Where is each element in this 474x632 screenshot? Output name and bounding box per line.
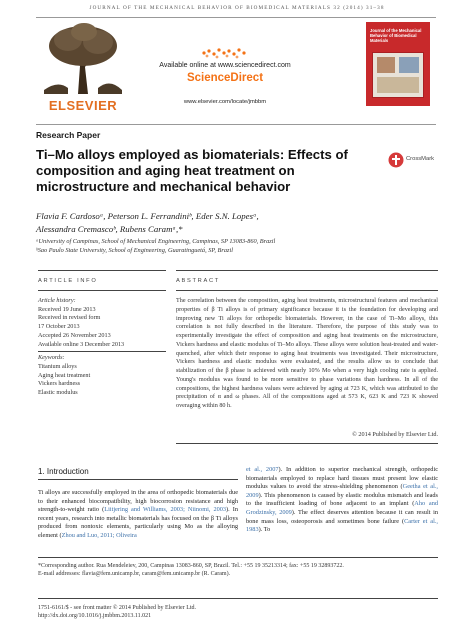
divider xyxy=(176,290,438,291)
body-text: ). In addition to superior mechanical strength, orthopedic biomaterials employed to replace hard tissues must present low elastic modulus values to avoid the stress-shielding phenomenon ( xyxy=(246,466,439,491)
body-text: ). The effect deserves attention because it can result in bone mass loss, osteoporosis and sometimes bone failure ( xyxy=(246,508,438,525)
citation-link[interactable]: Liitjering and Williams, 2003; Niinomi, 2003 xyxy=(104,506,227,514)
history-item: Received 19 June 2013 xyxy=(38,305,96,313)
body-text: ). To xyxy=(258,526,271,534)
intro-left-column xyxy=(38,489,238,541)
body-text: ). This phenomenon is caused by elastic modulus mismatch and leads to the insufficient loading of bone adjacent to an implant ( xyxy=(246,491,438,508)
doi-link[interactable]: http://dx.doi.org/10.1016/j.jmbbm.2013.11.021 xyxy=(38,613,152,620)
article-info-header: ARTICLE INFO xyxy=(38,278,98,284)
publication-footer xyxy=(38,604,438,621)
citation-link[interactable]: Carter et al., 1983 xyxy=(246,517,438,534)
divider xyxy=(38,479,238,480)
keyword: Vickers hardness xyxy=(38,380,81,388)
history-item: Received in revised form xyxy=(38,314,101,322)
author-line: Alessandra Cremascoᵇ, Rubens Caramᵃ,* xyxy=(36,223,183,234)
keyword: Aging heat treatment xyxy=(38,371,91,379)
cover-title: Journal of the Mechanical Behavior of Biomedical Materials xyxy=(370,28,422,43)
author-line: Flavia F. Cardosoᵃ, Peterson L. Ferrandiniᵇ, Eder S.N. Lopesᵃ, xyxy=(36,211,259,221)
divider xyxy=(38,290,166,291)
publisher-name: ELSEVIER xyxy=(48,98,118,113)
section-heading: 1. Introduction xyxy=(38,467,89,476)
divider xyxy=(176,443,438,444)
journal-cover xyxy=(366,22,430,106)
journal-homepage[interactable]: www.elsevier.com/locate/jmbbm xyxy=(183,99,267,105)
corresponding-author-note: *Corresponding author. Rua Mendeleiev, 200, Campinas 13083-860, SP, Brazil. Tel.: +55 19 35213314; fax: +55 19 32893722. xyxy=(38,563,344,569)
keywords-label: Keywords: xyxy=(38,354,65,362)
cover-image xyxy=(372,52,424,98)
email-note: E-mail addresses: flavia@fem.unicamp.br, caram@fem.unicamp.br (R. Caram). xyxy=(38,571,231,578)
author-list xyxy=(36,210,436,235)
history-label: Article history: xyxy=(38,297,76,304)
tree-logo-icon xyxy=(38,22,128,96)
crossmark-label: CrossMark xyxy=(406,156,435,162)
issn-line: 1751-6161/$ - see front matter © 2014 Published by Elsevier Ltd. xyxy=(38,605,197,611)
body-text: Ti alloys are successfully employed in the area of orthopedic biomaterials due to their enhanced biocompatibility, high biocorrosion resistance and high strength-to-weight ratio ( xyxy=(38,489,238,514)
crossmark-badge[interactable] xyxy=(388,150,438,170)
citation-link[interactable]: et al., 2007 xyxy=(246,466,279,473)
platform-name: ScienceDirect xyxy=(186,72,264,84)
crossmark-icon xyxy=(388,152,404,168)
abstract-header: ABSTRACT xyxy=(176,278,220,284)
divider xyxy=(38,351,166,352)
sciencedirect-logo-icon xyxy=(196,46,254,60)
divider xyxy=(38,598,438,599)
citation-link[interactable]: Geetha et al., 2009 xyxy=(246,483,439,499)
keyword: Elastic modulus xyxy=(38,389,78,397)
article-type: Research Paper xyxy=(36,130,101,140)
history-item: Accepted 26 November 2013 xyxy=(38,331,111,339)
divider xyxy=(38,270,166,271)
affiliation-a: ᵃUniversity of Campinas, School of Mechanical Engineering, Campinas, SP 13083-860, Brazil xyxy=(36,238,276,245)
footnotes xyxy=(38,562,438,579)
keyword: Titanium alloys xyxy=(38,362,77,370)
history-item: Available online 3 December 2013 xyxy=(38,340,125,348)
article-title: Ti–Mo alloys employed as biomaterials: Effects of composition and aging heat treatment on microstructure and mechanical behavior xyxy=(36,147,348,195)
body-text: ). In recent years, research into metallic biomaterials has focused on the β Ti alloys produced from nontoxic elements, particularly using Mo as the alloying element ( xyxy=(38,506,238,539)
citation-link[interactable]: Zhou and Luo, 2011; Oliveira xyxy=(61,531,137,539)
article-info xyxy=(38,297,166,398)
affiliations xyxy=(36,238,436,256)
citation-link[interactable]: Aho and Grodzinsky, 2009 xyxy=(246,500,438,516)
history-item: 17 October 2013 xyxy=(38,323,80,331)
online-availability-note: Available online at www.sciencedirect.com xyxy=(159,62,291,69)
abstract-copyright: © 2014 Published by Elsevier Ltd. xyxy=(352,431,438,438)
abstract-text: The correlation between the composition, aging heat treatments, microstructural features and mechanical properties of β Ti alloys is of primary significance because it is the foundation for developing and improving new Ti alloys for orthopedic biomaterials. However, in the case of Ti–Mo alloys, this correlation is not fully described in the literature. Therefore, the purpose of this study was to experimentally investigate the effect of composition and aging heat treatments on the microstructure, Vickers hardness and elastic modulus of Ti–Mo alloys. These alloys were solution heat-treated and water-quenched, after which their response to aging heat treatments was investigated. Their microstructure, Vickers hardness and elastic modulus were evaluated, and the results allow us to conclude that stabilization of the β phase is achieved with nearly 10% Mo when a very high cooling rate is applied. Young's modulus was found to be more sensitive to phase variations than hardness. In all of the compositions, the highest hardness values were achieved by aging at 723 K, which was attributed to the precipitation of α and ω phases. All of the compositions aged at 573 K, 623 K and 723 K showed overaging within 80 h. xyxy=(176,298,438,409)
running-head: JOURNAL OF THE MECHANICAL BEHAVIOR OF BIOMEDICAL MATERIALS 32 (2014) 31–38 xyxy=(89,5,385,11)
publisher-logo xyxy=(38,22,128,106)
divider xyxy=(38,557,438,558)
divider xyxy=(176,270,438,271)
intro-right-column xyxy=(246,466,438,535)
affiliation-b: ᵇSao Paulo State University, School of Engineering, Guaratinguetá, SP, Brazil xyxy=(36,246,233,254)
